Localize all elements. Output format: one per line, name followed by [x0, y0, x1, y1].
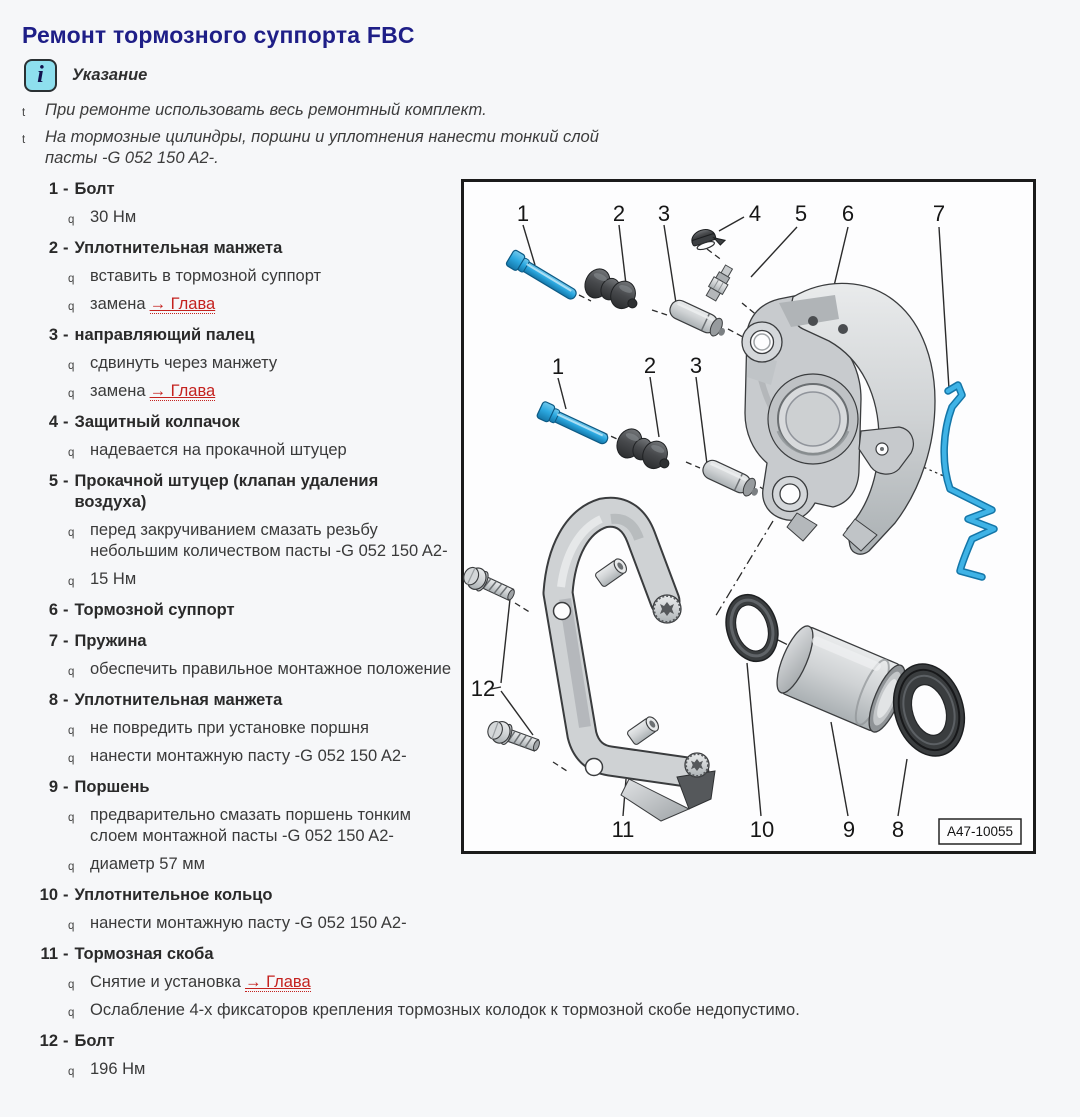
part-sub	[22, 294, 1080, 315]
sub-text: замена	[90, 382, 146, 400]
sub-text: обеспечить правильное монтажное положение	[90, 660, 452, 678]
part-dash: -	[63, 472, 69, 490]
part-sub	[22, 381, 1080, 402]
callout-9: 9	[842, 817, 856, 842]
sub-marker: q	[68, 301, 75, 313]
sub-marker: q	[68, 920, 75, 932]
sub-text: вставить в тормозной суппорт	[90, 267, 322, 285]
callout-2-mid: 2	[643, 353, 657, 378]
sub-marker: q	[68, 666, 75, 678]
sub-marker: q	[68, 527, 75, 539]
part-dash: -	[63, 239, 69, 257]
callout-2-top: 2	[612, 201, 626, 226]
sub-marker: q	[68, 1007, 75, 1019]
sub-text: надевается на прокачной штуцер	[90, 441, 347, 459]
sub-text: диаметр 57 мм	[90, 855, 205, 873]
part-name: направляющий палец	[74, 326, 255, 344]
part-name: Пружина	[74, 632, 147, 650]
part-name: Болт	[74, 180, 115, 198]
sub-marker: q	[68, 273, 75, 285]
info-icon-glyph: i	[37, 61, 44, 88]
sub-text: Снятие и установка	[90, 973, 241, 991]
part-sub	[22, 207, 1080, 228]
part-name: Тормозной суппорт	[74, 601, 235, 619]
sub-text: перед закручиванием смазать резьбу небольшим количеством пасты -G 052 150 A2-	[90, 521, 448, 560]
page-title: Ремонт тормозного суппорта FBC	[22, 22, 415, 48]
callout-5: 5	[794, 201, 808, 226]
part-number: 6	[48, 601, 58, 619]
sub-marker: q	[68, 214, 75, 226]
callout-12: 12	[470, 676, 496, 701]
part-item-12	[22, 1031, 1080, 1080]
sub-text: не повредить при установке поршня	[90, 719, 369, 737]
callout-8: 8	[891, 817, 905, 842]
part-sub	[22, 972, 1080, 993]
chapter-link[interactable]: → Глава	[149, 382, 216, 400]
part-dash: -	[63, 691, 69, 709]
part-number: 12	[39, 1032, 58, 1050]
info-icon	[24, 59, 57, 92]
sub-marker: q	[68, 979, 75, 991]
sub-marker: q	[68, 753, 75, 765]
part-number: 3	[48, 326, 58, 344]
sub-text: сдвинуть через манжету	[90, 354, 278, 372]
part-sub	[22, 569, 1080, 590]
sub-text: Ослабление 4-х фиксаторов крепления тормозных колодок к тормозной скобе недопустимо.	[90, 1001, 800, 1019]
part-dash: -	[63, 1032, 69, 1050]
note-label: Указание	[72, 66, 148, 84]
part-name: Уплотнительное кольцо	[74, 886, 273, 904]
part-number: 8	[48, 691, 58, 709]
part-number: 11	[40, 945, 58, 963]
part-sub	[22, 659, 1080, 680]
callout-1-top: 1	[516, 201, 530, 226]
part-number: 5	[48, 472, 58, 490]
intro-text: При ремонте использовать весь ремонтный комплект.	[45, 101, 487, 119]
sub-marker: q	[68, 360, 75, 372]
part-number: 4	[48, 413, 58, 431]
sub-text: нанести монтажную пасту -G 052 150 A2-	[90, 747, 407, 765]
callout-3-mid: 3	[689, 353, 703, 378]
part-sub	[22, 913, 1080, 934]
part-name: Уплотнительная манжета	[74, 239, 283, 257]
part-name: Поршень	[74, 778, 150, 796]
part-number: 10	[39, 886, 58, 904]
part-number: 9	[48, 778, 58, 796]
part-dash: -	[63, 326, 69, 344]
sub-marker: q	[68, 447, 75, 459]
part-dash: -	[63, 945, 69, 963]
sub-text: предварительно смазать поршень тонким слоем монтажной пасты -G 052 150 A2-	[90, 806, 411, 845]
figure-code: A47-10055	[946, 824, 1014, 839]
intro-text: На тормозные цилиндры, поршни и уплотнения нанести тонкий слой пасты -G 052 150 A2-.	[45, 128, 599, 167]
sub-text: 15 Нм	[90, 570, 137, 588]
callout-7: 7	[932, 201, 946, 226]
intro-bullet	[0, 100, 645, 121]
part-number: 1	[48, 180, 58, 198]
part-name: Защитный колпачок	[74, 413, 240, 431]
intro-list	[0, 100, 645, 169]
chapter-link[interactable]: → Глава	[149, 295, 216, 313]
sub-text: нанести монтажную пасту -G 052 150 A2-	[90, 914, 407, 932]
sub-text: 196 Нм	[90, 1060, 146, 1078]
sub-marker: q	[68, 1066, 75, 1078]
part-dash: -	[63, 886, 69, 904]
callout-1-mid: 1	[551, 354, 565, 379]
part-name: Уплотнительная манжета	[74, 691, 283, 709]
callout-4: 4	[748, 201, 762, 226]
part-dash: -	[63, 632, 69, 650]
part-dash: -	[63, 601, 69, 619]
sub-marker: q	[68, 576, 75, 588]
part-dash: -	[63, 778, 69, 796]
part-sub	[22, 1000, 1080, 1021]
part-sub	[22, 266, 1080, 287]
part-name: Прокачной штуцер (клапан удаления воздуха)	[74, 472, 379, 511]
part-sub	[22, 440, 1080, 461]
part-name: Болт	[74, 1032, 115, 1050]
sub-marker: q	[68, 861, 75, 873]
callout-10: 10	[749, 817, 775, 842]
callout-11: 11	[611, 817, 635, 842]
callout-6: 6	[841, 201, 855, 226]
chapter-link[interactable]: → Глава	[244, 973, 311, 991]
part-sub	[22, 353, 1080, 374]
part-sub	[22, 805, 1080, 847]
part-sub	[22, 1059, 1080, 1080]
bullet-marker: t	[22, 107, 26, 119]
intro-bullet	[0, 127, 645, 169]
part-dash: -	[63, 413, 69, 431]
sub-text: 30 Нм	[90, 208, 137, 226]
part-sub	[22, 746, 1080, 767]
note-row	[24, 59, 1080, 92]
part-dash: -	[63, 180, 69, 198]
sub-marker: q	[68, 388, 75, 400]
callout-3-top: 3	[657, 201, 671, 226]
part-item-10	[22, 885, 1080, 934]
bullet-marker: t	[22, 134, 26, 146]
sub-text: замена	[90, 295, 146, 313]
sub-marker: q	[68, 725, 75, 737]
part-sub	[22, 520, 1080, 562]
part-name: Тормозная скоба	[74, 945, 214, 963]
sub-marker: q	[68, 812, 75, 824]
part-item-11	[22, 944, 1080, 1021]
part-number: 7	[48, 632, 58, 650]
part-number: 2	[48, 239, 58, 257]
part-sub	[22, 718, 1080, 739]
part-sub	[22, 854, 1080, 875]
